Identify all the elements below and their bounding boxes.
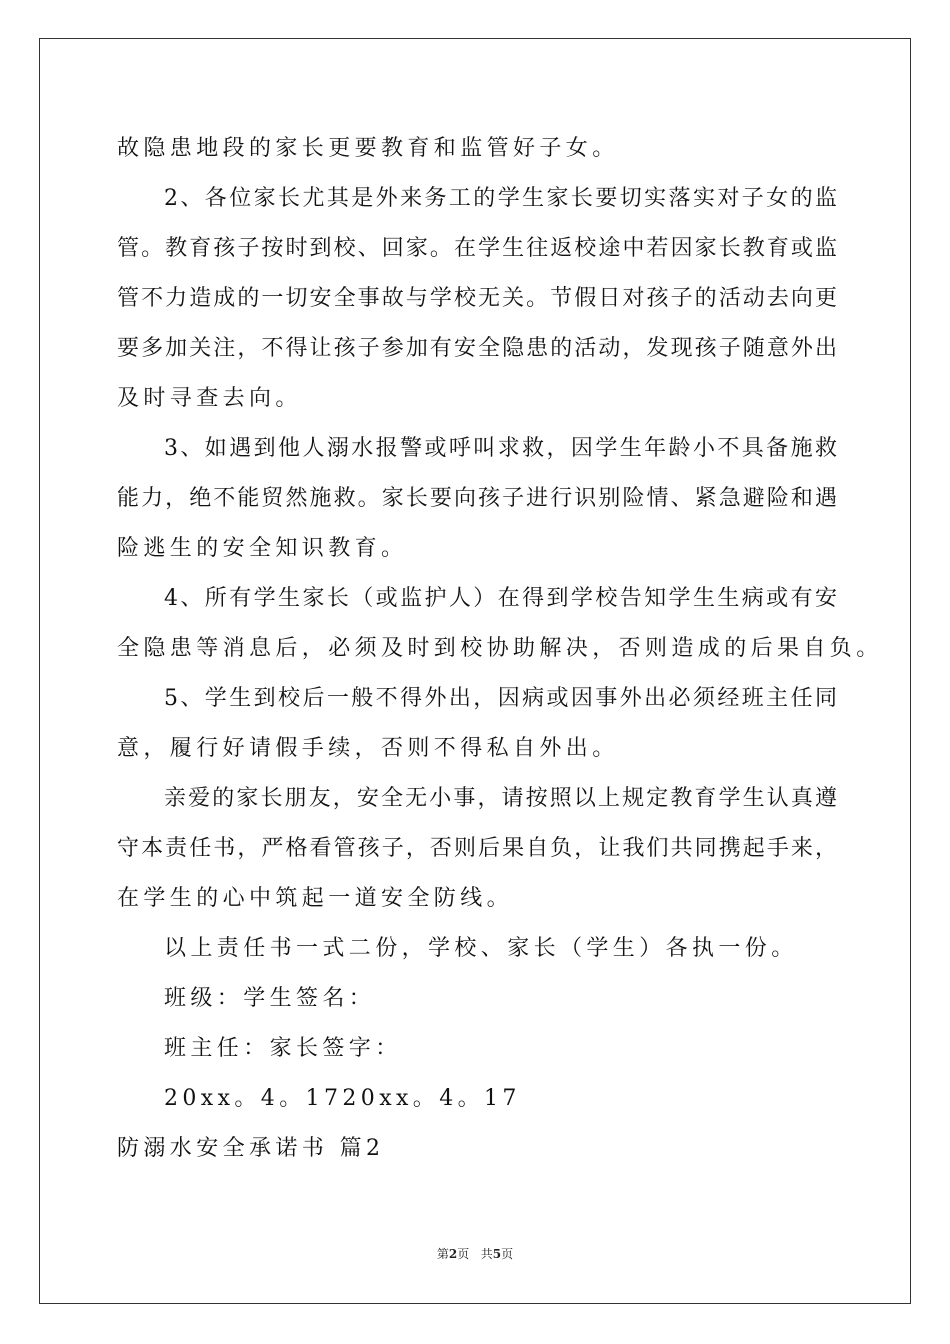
text-line: 及时寻查去向。 [117,386,302,411]
date-line: 20xx。4。1720xx。4。17 [164,1086,521,1111]
text-line: 管不力造成的一切安全事故与学校无关。节假日对孩子的活动去向更 [117,286,837,311]
paragraph-3-line-1: 3、如遇到他人溺水报警或呼叫求救，因学生年龄小不具备施救 [164,436,837,461]
footer-prefix: 第 [436,1247,449,1261]
text-line: 险逃生的安全知识教育。 [117,536,408,561]
total-pages-number: 5 [492,1247,502,1261]
section-heading: 防溺水安全承诺书 篇2 [117,1136,385,1161]
class-signature-line: 班级：学生签名： [164,986,376,1011]
paragraph-2-line-1: 2、各位家长尤其是外来务工的学生家长要切实落实对子女的监 [164,186,837,211]
teacher-signature-line: 班主任：家长签字： [164,1036,402,1061]
closing-paragraph-line-1: 亲爱的家长朋友，安全无小事，请按照以上规定教育学生认真遵 [164,786,837,811]
document-body [117,124,883,1174]
text-line: 守本责任书，严格看管孩子，否则后果自负，让我们共同携起手来， [117,836,837,861]
paragraph-5-line-1: 5、学生到校后一般不得外出，因病或因事外出必须经班主任同 [164,686,837,711]
text-line: 在学生的心中筑起一道安全防线。 [117,886,514,911]
footer-total-unit: 页 [501,1247,514,1261]
text-line: 管。教育孩子按时到校、回家。在学生往返校途中若因家长教育或监 [117,236,837,261]
text-line: 意，履行好请假手续，否则不得私自外出。 [117,736,619,761]
page-footer [0,1245,950,1262]
footer-total-prefix: 共 [480,1247,493,1261]
text-line: 能力，绝不能贸然施救。家长要向孩子进行识别险情、紧急避险和遇 [117,486,837,511]
text-line: 全隐患等消息后，必须及时到校协助解决，否则造成的后果自负。 [117,636,883,661]
text-line: 要多加关注，不得让孩子参加有安全隐患的活动，发现孩子随意外出 [117,336,837,361]
current-page-number: 2 [448,1247,458,1261]
copies-note: 以上责任书一式二份，学校、家长（学生）各执一份。 [164,936,798,961]
footer-page-unit: 页 [457,1247,470,1261]
text-line: 故隐患地段的家长更要教育和监管好子女。 [117,136,619,161]
paragraph-4-line-1: 4、所有学生家长（或监护人）在得到学校告知学生生病或有安 [164,586,837,611]
